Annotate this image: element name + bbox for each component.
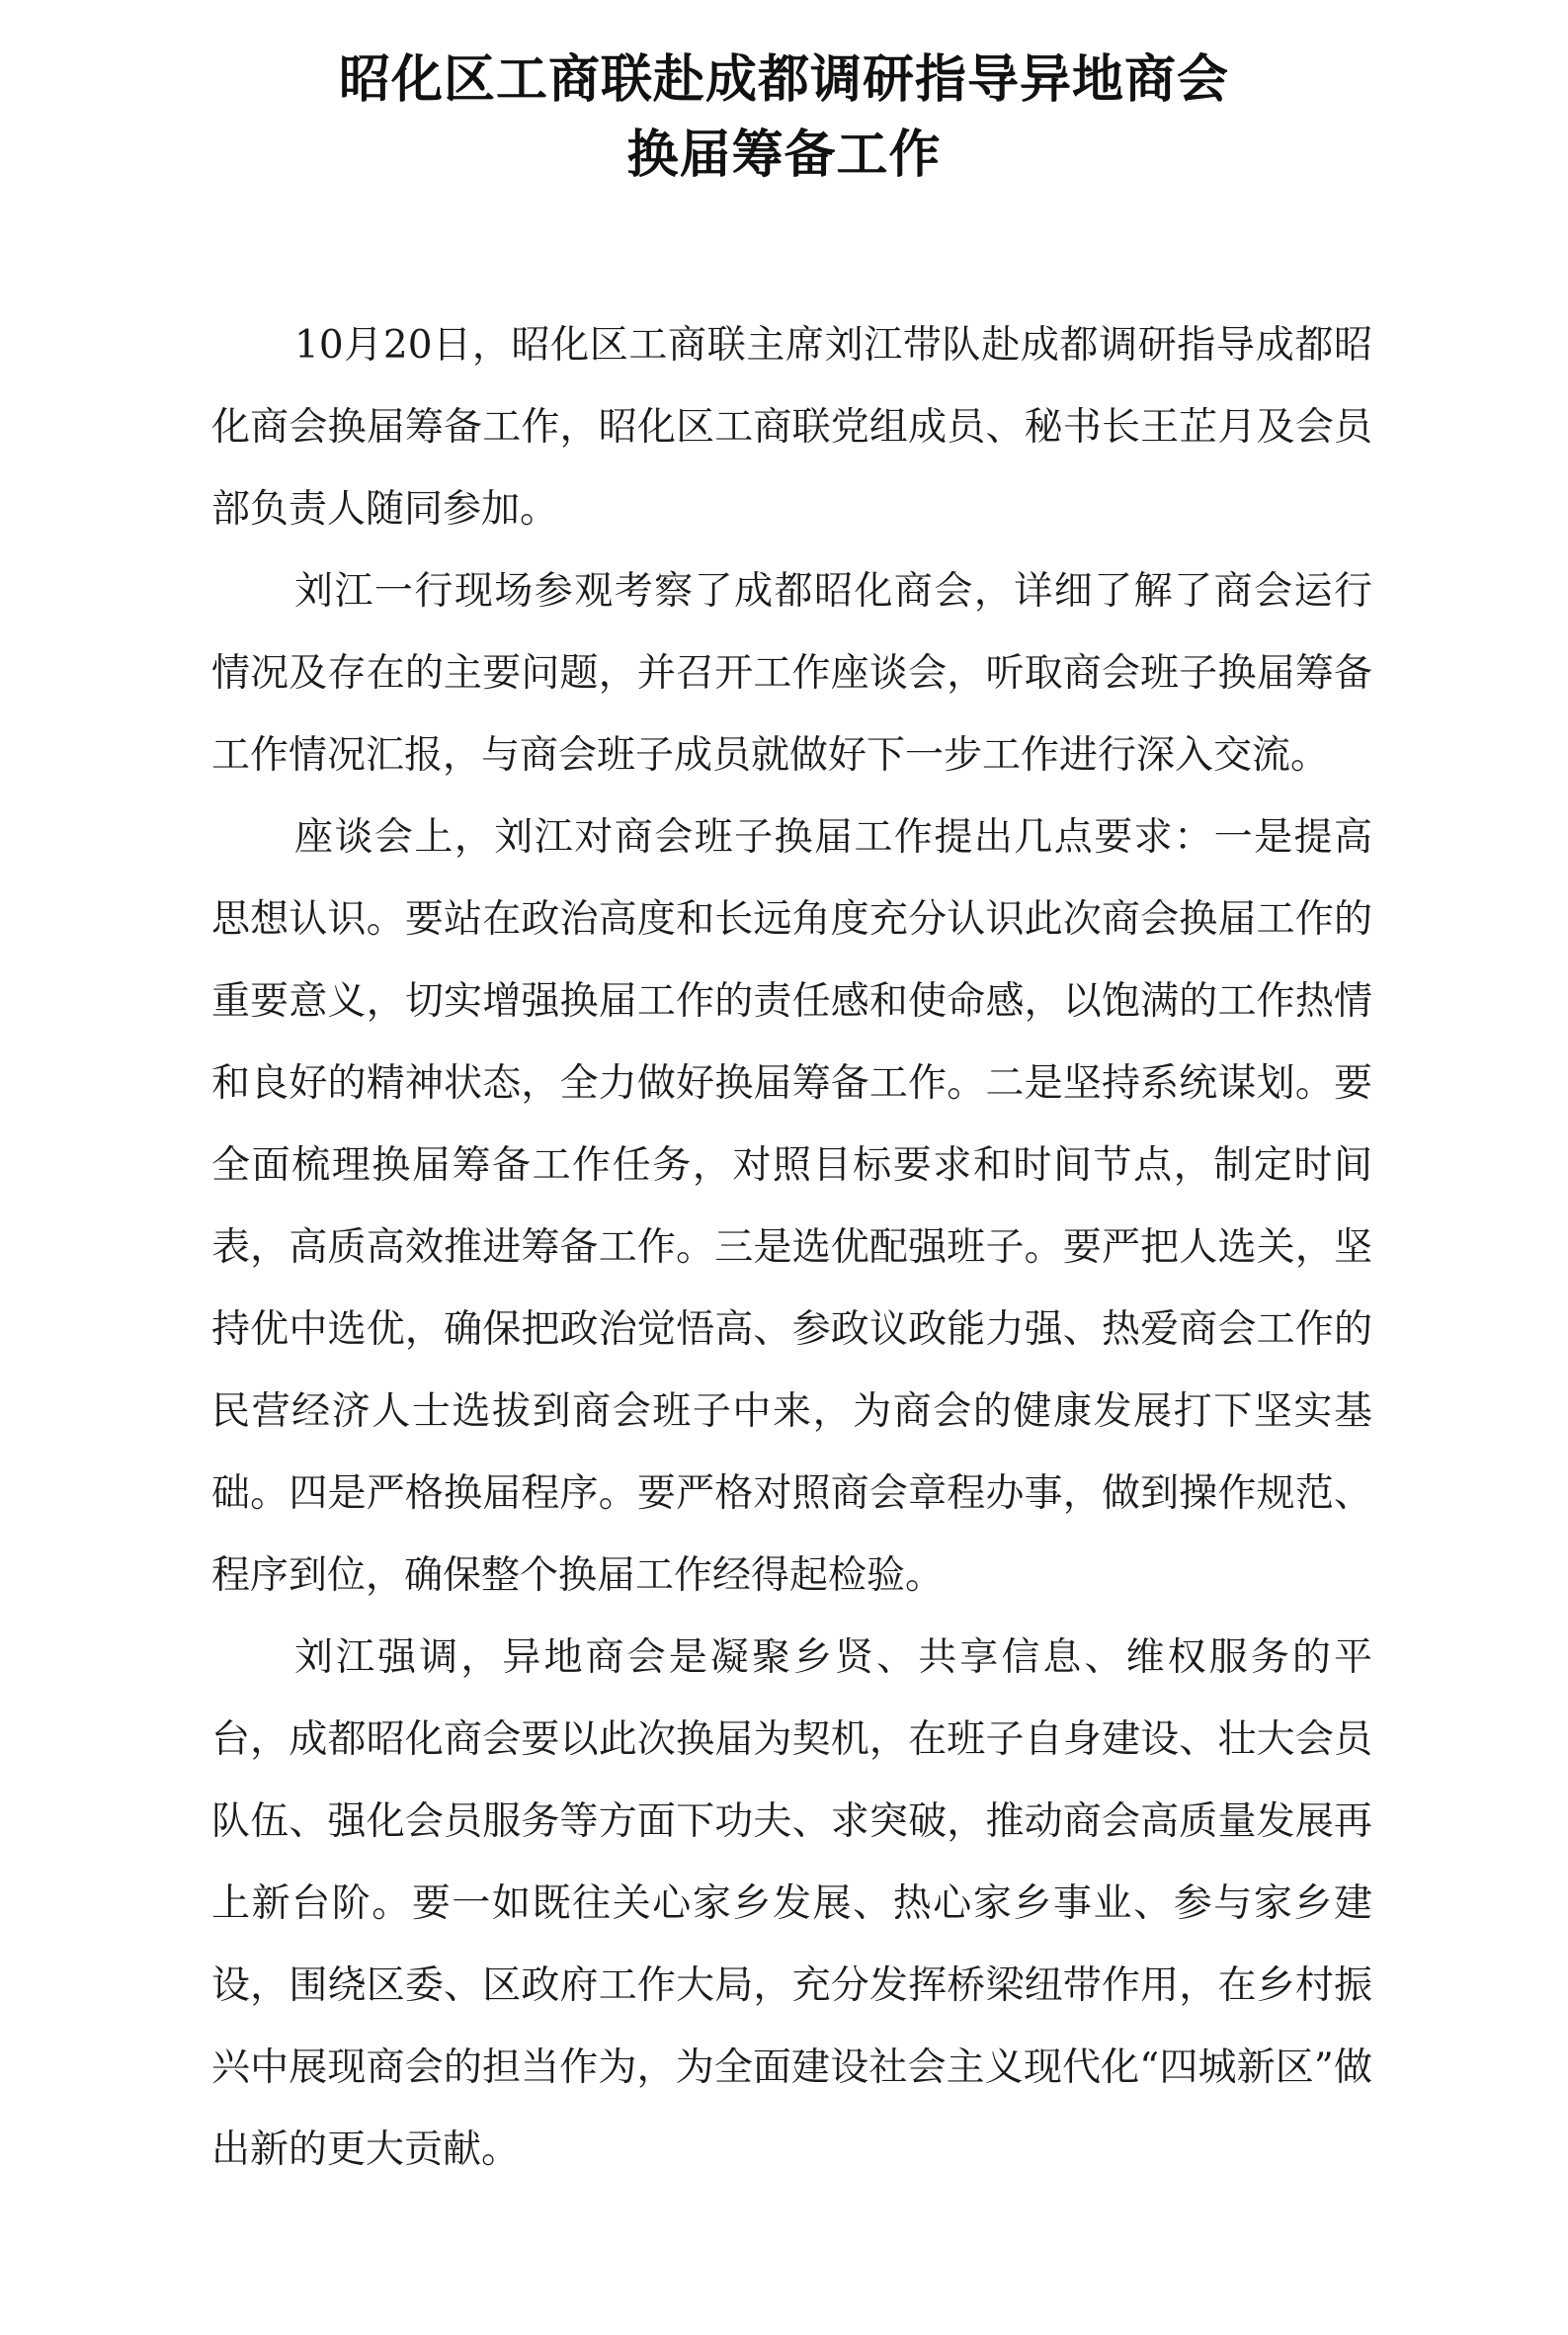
paragraph-3: 座谈会上，刘江对商会班子换届工作提出几点要求：一是提高思想认识。要站在政治高度和长远角度充分认识此次商会换届工作的重要意义，切实增强换届工作的责任感和使命感，以饱满的工作热情和良好的精神状态，全力做好换届筹备工作。二是坚持系统谋划。要全面梳理换届筹备工作任务，对照目标要求和时间节点，制定时间表，高质高效推进筹备工作。三是选优配强班子。要严把人选关，坚持优中选优，确保把政治觉悟高、参政议政能力强、热爱商会工作的民营经济人士选拔到商会班子中来，为商会的健康发展打下坚实基础。四是严格换届程序。要严格对照商会章程办事，做到操作规范、程序到位，确保整个换届工作经得起检验。: [211, 815, 1372, 1598]
paragraph-2: 刘江一行现场参观考察了成都昭化商会，详细了解了商会运行情况及存在的主要问题，并召开工作座谈会，听取商会班子换届筹备工作情况汇报，与商会班子成员就做好下一步工作进行深入交流。: [211, 569, 1372, 778]
paragraph-4: 刘江强调，异地商会是凝聚乡贤、共享信息、维权服务的平台，成都昭化商会要以此次换届为契机，在班子自身建设、壮大会员队伍、强化会员服务等方面下功夫、求突破，推动商会高质量发展再上新台阶。要一如既往关心家乡发展、热心家乡事业、参与家乡建设，围绕区委、区政府工作大局，充分发挥桥梁纽带作用，在乡村振兴中展现商会的担当作为，为全面建设社会主义现代化“四城新区”做出新的更大贡献。: [211, 1635, 1372, 2172]
document-title-line-2: 换届筹备工作: [626, 125, 942, 185]
document-title-line-1: 昭化区工商联赴成都调研指导异地商会: [338, 49, 1229, 110]
paragraph-1: 10月20日，昭化区工商联主席刘江带队赴成都调研指导成都昭化商会换届筹备工作，昭化区工商联党组成员、秘书长王芷月及会员部负责人随同参加。: [211, 323, 1372, 532]
article-body: [211, 304, 1372, 2191]
